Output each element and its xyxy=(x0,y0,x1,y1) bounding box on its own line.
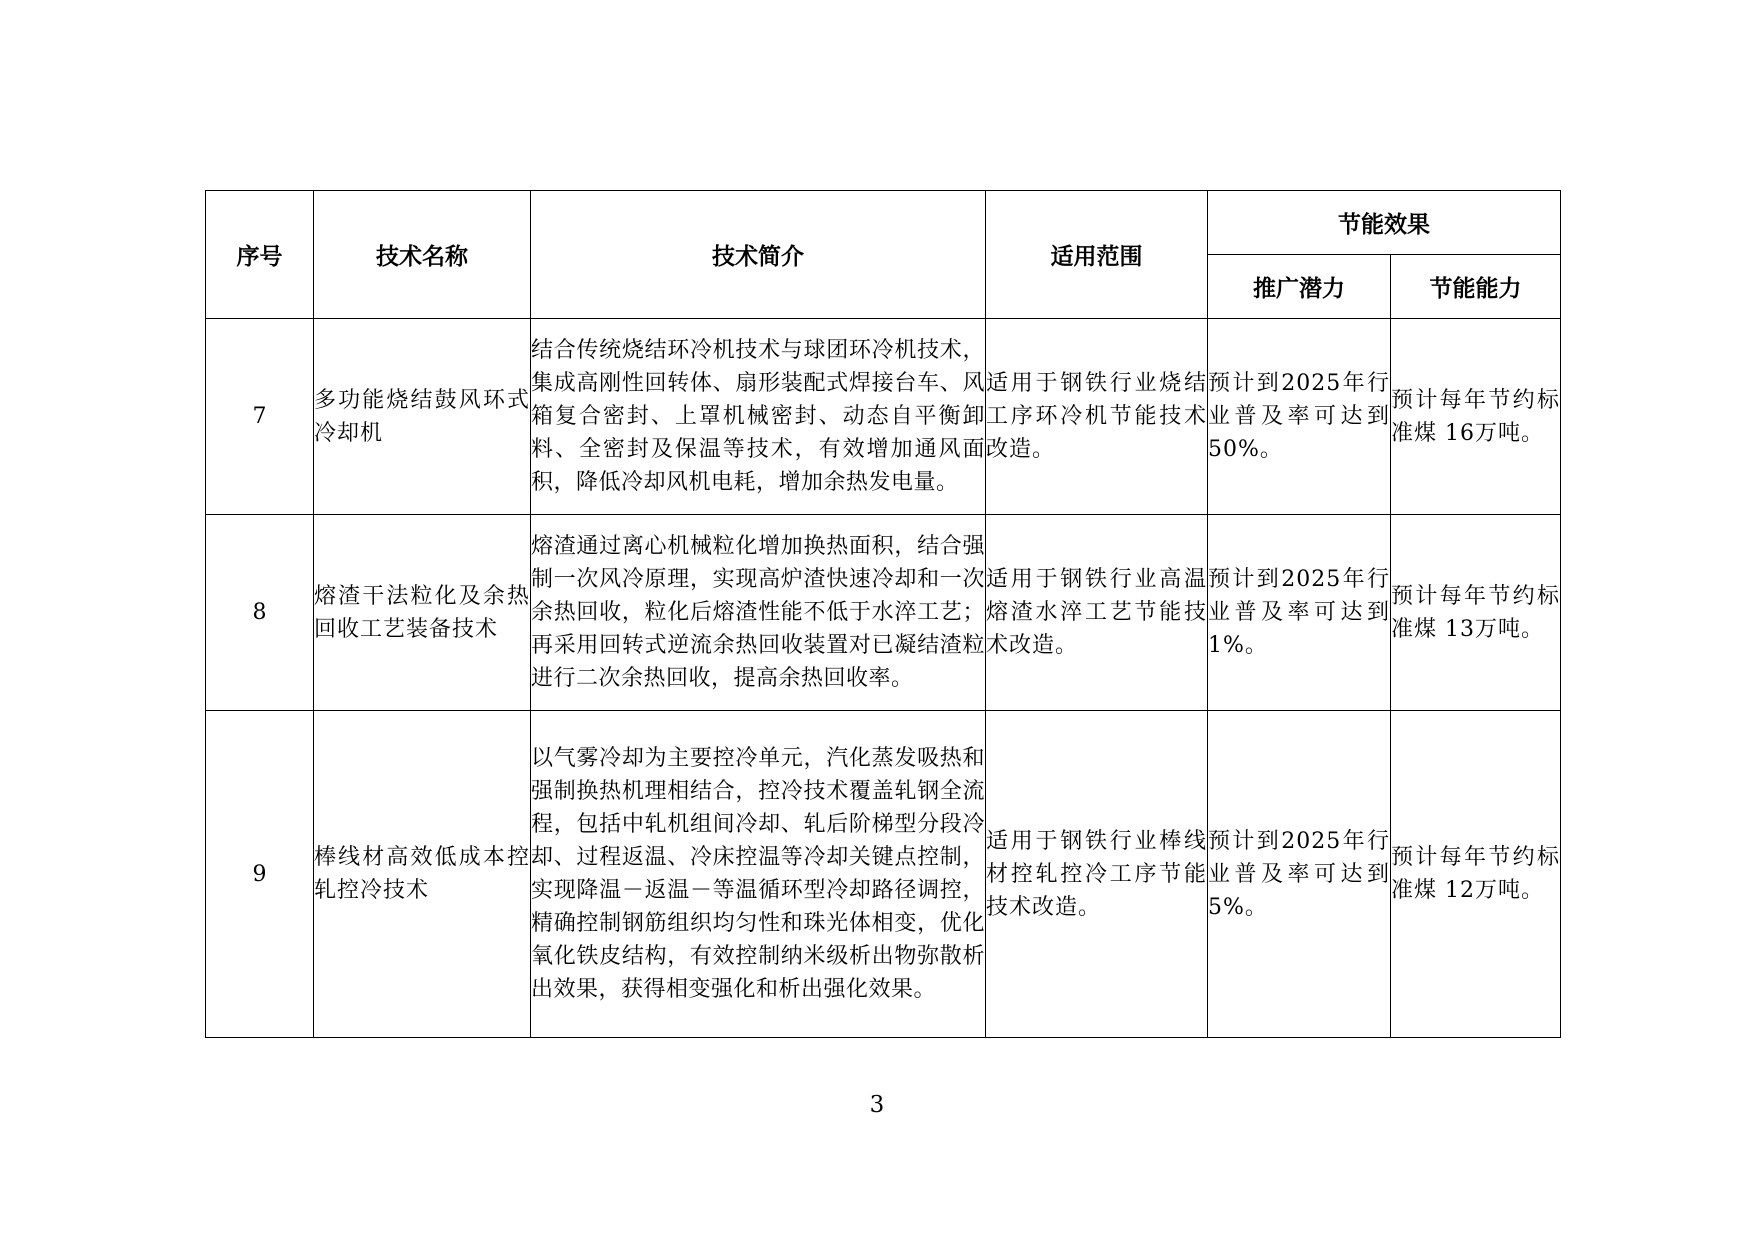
energy-saving-capacity: 预计每年节约标准煤 16万吨。 xyxy=(1391,319,1561,515)
applicable-scope: 适用于钢铁行业烧结工序环冷机节能技术改造。 xyxy=(986,319,1208,515)
technology-name: 多功能烧结鼓风环式冷却机 xyxy=(314,319,531,515)
technology-name: 棒线材高效低成本控轧控冷技术 xyxy=(314,711,531,1038)
energy-saving-capacity: 预计每年节约标准煤 12万吨。 xyxy=(1391,711,1561,1038)
promotion-potential: 预计到2025年行业普及率可达到50%。 xyxy=(1208,319,1391,515)
row-index: 8 xyxy=(206,515,314,711)
promotion-potential: 预计到2025年行业普及率可达到1%。 xyxy=(1208,515,1391,711)
header-row xyxy=(206,191,1561,255)
page-number: 3 xyxy=(869,1092,885,1118)
promotion-potential: 预计到2025年行业普及率可达到5%。 xyxy=(1208,711,1391,1038)
energy-saving-capacity: 预计每年节约标准煤 13万吨。 xyxy=(1391,515,1561,711)
table-row xyxy=(206,319,1561,515)
row-index: 9 xyxy=(206,711,314,1038)
table-row xyxy=(206,515,1561,711)
energy-saving-technology-table xyxy=(205,190,1561,1038)
table-row xyxy=(206,711,1561,1038)
technology-name: 熔渣干法粒化及余热回收工艺装备技术 xyxy=(314,515,531,711)
header-potential: 推广潜力 xyxy=(1208,255,1391,319)
row-index: 7 xyxy=(206,319,314,515)
applicable-scope: 适用于钢铁行业高温熔渣水淬工艺节能技术改造。 xyxy=(986,515,1208,711)
header-effect: 节能效果 xyxy=(1208,191,1561,255)
technology-description: 以气雾冷却为主要控冷单元，汽化蒸发吸热和强制换热机理相结合，控冷技术覆盖轧钢全流程，包括中轧机组间冷却、轧后阶梯型分段冷却、过程返温、冷床控温等冷却关键点控制，实现降温－返温－等温循环型冷却路径调控，精确控制钢筋组织均匀性和珠光体相变，优化氧化铁皮结构，有效控制纳米级析出物弥散析出效果，获得相变强化和析出强化效果。 xyxy=(531,711,986,1038)
header-capacity: 节能能力 xyxy=(1391,255,1561,319)
technology-description: 结合传统烧结环冷机技术与球团环冷机技术，集成高刚性回转体、扇形装配式焊接台车、风箱复合密封、上罩机械密封、动态自平衡卸料、全密封及保温等技术，有效增加通风面积，降低冷却风机电耗，增加余热发电量。 xyxy=(531,319,986,515)
header-index: 序号 xyxy=(206,191,314,319)
header-name: 技术名称 xyxy=(314,191,531,319)
applicable-scope: 适用于钢铁行业棒线材控轧控冷工序节能技术改造。 xyxy=(986,711,1208,1038)
technology-description: 熔渣通过离心机械粒化增加换热面积，结合强制一次风冷原理，实现高炉渣快速冷却和一次余热回收，粒化后熔渣性能不低于水淬工艺；再采用回转式逆流余热回收装置对已凝结渣粒进行二次余热回收，提高余热回收率。 xyxy=(531,515,986,711)
header-scope: 适用范围 xyxy=(986,191,1208,319)
header-description: 技术简介 xyxy=(531,191,986,319)
